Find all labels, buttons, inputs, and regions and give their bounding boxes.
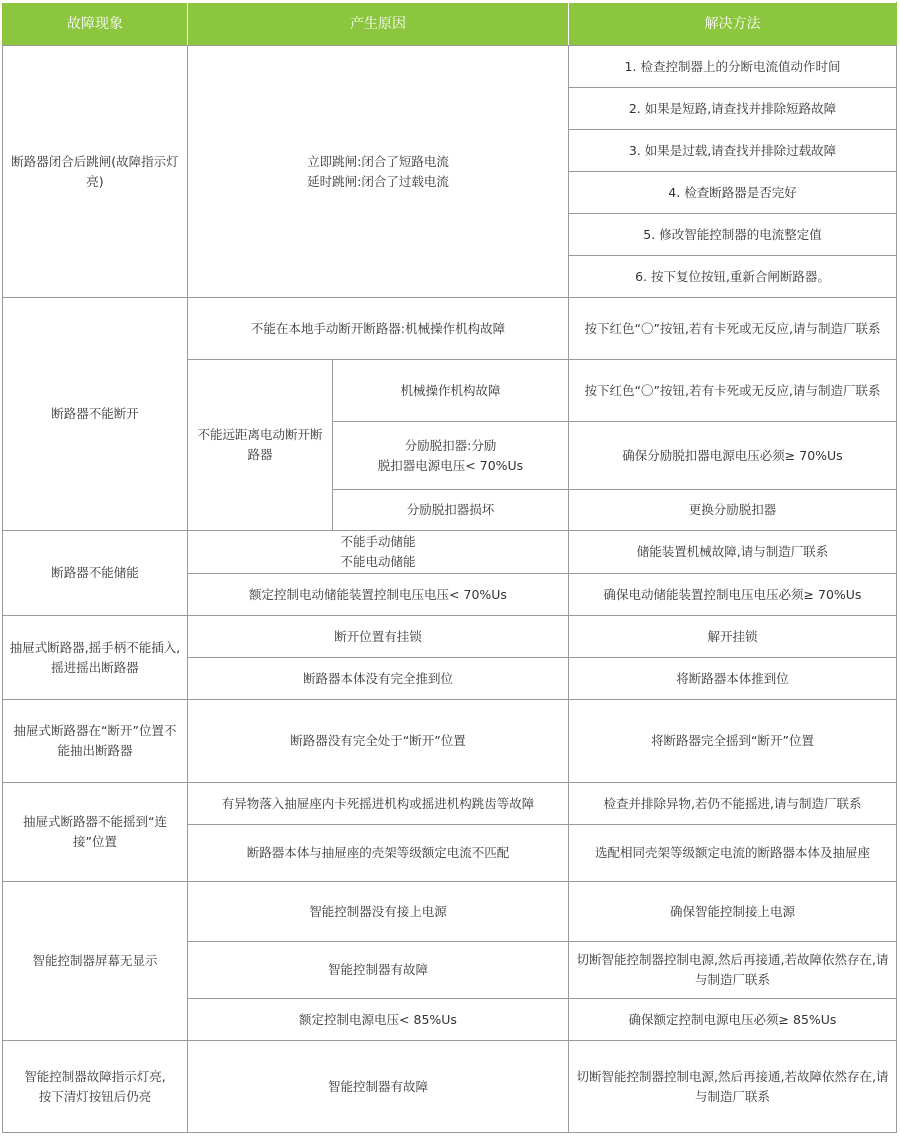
solution-cell: 确保分励脱扣器电源电压必须≥ 70%Us bbox=[569, 422, 897, 490]
table-row bbox=[3, 1041, 897, 1133]
solution-cell: 5. 修改智能控制器的电流整定值 bbox=[569, 214, 897, 256]
cause-cell: 断开位置有挂锁 bbox=[188, 616, 569, 658]
solution-cell: 2. 如果是短路,请查找并排除短路故障 bbox=[569, 88, 897, 130]
symptom-cell bbox=[3, 1041, 188, 1133]
troubleshooting-table bbox=[2, 2, 897, 1133]
symptom-cell: 智能控制器屏幕无显示 bbox=[3, 882, 188, 1041]
solution-cell: 4. 检查断路器是否完好 bbox=[569, 172, 897, 214]
symptom-cell: 抽屉式断路器在“断开”位置不能抽出断路器 bbox=[3, 700, 188, 783]
solution-cell: 切断智能控制器控制电源,然后再接通,若故障依然存在,请与制造厂联系 bbox=[569, 942, 897, 999]
header-symptom: 故障现象 bbox=[3, 3, 188, 46]
table-row bbox=[3, 298, 897, 360]
solution-cell: 3. 如果是过载,请查找并排除过载故障 bbox=[569, 130, 897, 172]
cause-cell: 智能控制器没有接上电源 bbox=[188, 882, 569, 942]
cause-cell: 不能在本地手动断开断路器:机械操作机构故障 bbox=[188, 298, 569, 360]
cause-cell bbox=[188, 46, 569, 298]
table-row bbox=[3, 882, 897, 942]
symptom-cell: 断路器闭合后跳闸(故障指示灯亮) bbox=[3, 46, 188, 298]
symptom-line: 智能控制器故障指示灯亮, bbox=[24, 1068, 166, 1084]
solution-cell: 确保智能控制接上电源 bbox=[569, 882, 897, 942]
solution-cell: 解开挂锁 bbox=[569, 616, 897, 658]
symptom-cell: 断路器不能储能 bbox=[3, 531, 188, 616]
cause-cell: 有异物落入抽屉座内卡死摇进机构或摇进机构跳齿等故障 bbox=[188, 783, 569, 825]
cause-line: 不能手动储能 bbox=[340, 534, 416, 549]
cause-cell: 额定控制电源电压< 85%Us bbox=[188, 999, 569, 1041]
sub-cause-cell: 机械操作机构故障 bbox=[333, 360, 569, 422]
solution-cell: 确保额定控制电源电压必须≥ 85%Us bbox=[569, 999, 897, 1041]
symptom-line: 按下清灯按钮后仍亮 bbox=[38, 1088, 152, 1104]
solution-cell: 检查并排除异物,若仍不能摇进,请与制造厂联系 bbox=[569, 783, 897, 825]
cause-line: 延时跳闸:闭合了过载电流 bbox=[307, 173, 449, 189]
table-row bbox=[3, 700, 897, 783]
solution-cell: 按下红色“〇”按钮,若有卡死或无反应,请与制造厂联系 bbox=[569, 298, 897, 360]
solution-cell: 1. 检查控制器上的分断电流值动作时间 bbox=[569, 46, 897, 88]
cause-cell: 智能控制器有故障 bbox=[188, 1041, 569, 1133]
cause-cell: 断路器没有完全处于“断开”位置 bbox=[188, 700, 569, 783]
table-header-row bbox=[3, 3, 897, 46]
header-solution: 解决方法 bbox=[569, 3, 897, 46]
solution-cell: 按下红色“〇”按钮,若有卡死或无反应,请与制造厂联系 bbox=[569, 360, 897, 422]
cause-cell: 不能远距离电动断开断路器 bbox=[188, 360, 333, 531]
cause-cell: 断路器本体与抽屉座的壳架等级额定电流不匹配 bbox=[188, 825, 569, 882]
cause-cell: 断路器本体没有完全推到位 bbox=[188, 658, 569, 700]
cause-line: 不能电动储能 bbox=[340, 554, 416, 569]
table-row bbox=[3, 531, 897, 574]
solution-cell: 将断路器本体推到位 bbox=[569, 658, 897, 700]
solution-cell: 储能装置机械故障,请与制造厂联系 bbox=[569, 531, 897, 574]
cause-cell bbox=[188, 531, 569, 574]
solution-cell: 6. 按下复位按钮,重新合闸断路器。 bbox=[569, 256, 897, 298]
sub-cause-cell bbox=[333, 422, 569, 490]
symptom-cell: 断路器不能断开 bbox=[3, 298, 188, 531]
cause-line: 分励脱扣器:分励 bbox=[404, 437, 497, 453]
solution-cell: 选配相同壳架等级额定电流的断路器本体及抽屉座 bbox=[569, 825, 897, 882]
solution-cell: 将断路器完全摇到“断开”位置 bbox=[569, 700, 897, 783]
cause-cell: 智能控制器有故障 bbox=[188, 942, 569, 999]
header-cause: 产生原因 bbox=[188, 3, 569, 46]
cause-line: 立即跳闸:闭合了短路电流 bbox=[307, 153, 449, 169]
symptom-cell: 抽屉式断路器不能摇到“连接”位置 bbox=[3, 783, 188, 882]
solution-cell: 更换分励脱扣器 bbox=[569, 490, 897, 531]
symptom-cell: 抽屉式断路器,摇手柄不能插入,摇进摇出断路器 bbox=[3, 616, 188, 700]
cause-line: 脱扣器电源电压< 70%Us bbox=[377, 457, 524, 473]
table-row bbox=[3, 616, 897, 658]
cause-cell: 额定控制电动储能装置控制电压电压< 70%Us bbox=[188, 574, 569, 616]
solution-cell: 切断智能控制器控制电源,然后再接通,若故障依然存在,请与制造厂联系 bbox=[569, 1041, 897, 1133]
sub-cause-cell: 分励脱扣器损坏 bbox=[333, 490, 569, 531]
table-row bbox=[3, 46, 897, 88]
solution-cell: 确保电动储能装置控制电压电压必须≥ 70%Us bbox=[569, 574, 897, 616]
table-row bbox=[3, 783, 897, 825]
